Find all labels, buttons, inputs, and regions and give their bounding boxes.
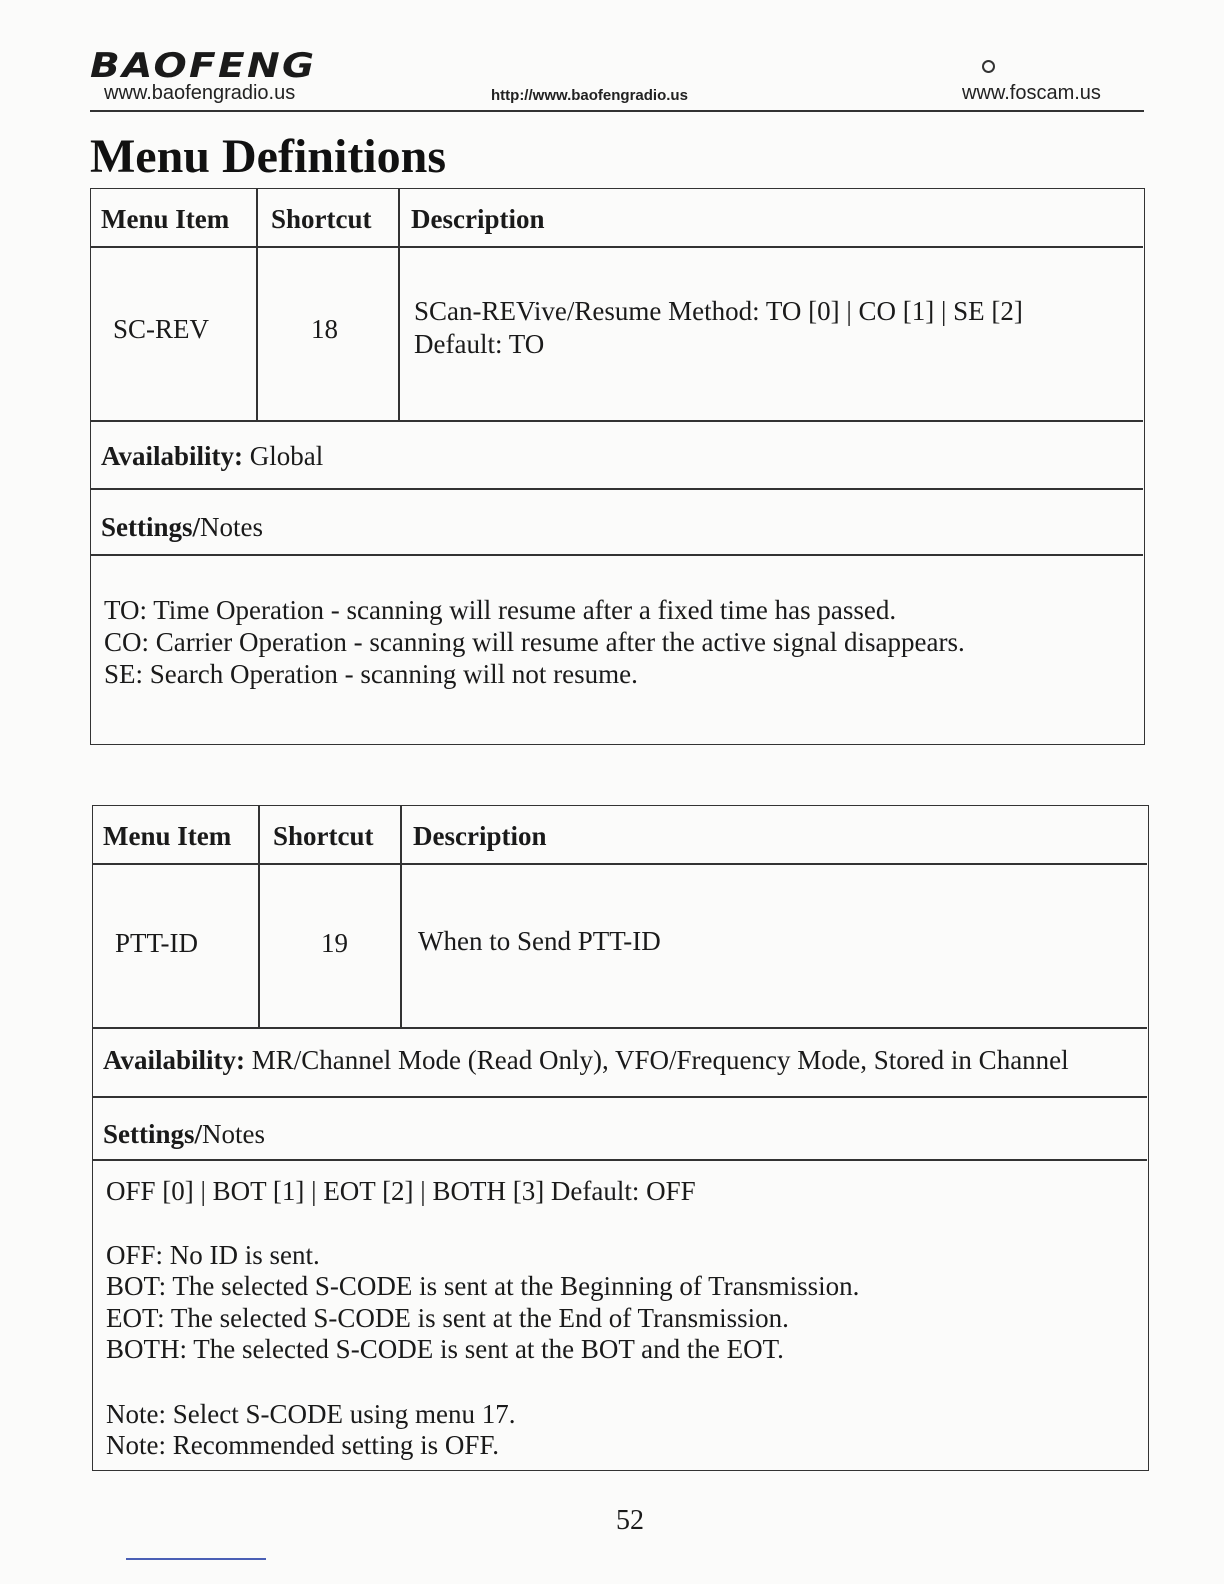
header-shortcut: Shortcut <box>273 821 374 851</box>
availability-label: Availability: <box>103 1045 246 1075</box>
note-line: OFF [0] | BOT [1] | EOT [2] | BOTH [3] Default: OFF <box>106 1176 696 1206</box>
shortcut-value: 18 <box>311 314 338 344</box>
settings-notes-label: Settings/Notes <box>101 512 264 542</box>
header-menu-item: Menu Item <box>103 821 232 851</box>
note-line: SE: Search Operation - scanning will not resume. <box>104 659 638 689</box>
note-line: OFF: No ID is sent. <box>106 1240 320 1270</box>
menu-table-sc-rev <box>90 188 1145 745</box>
menu-table-ptt-id <box>92 805 1149 1471</box>
header-menu-item: Menu Item <box>101 204 230 234</box>
header-right-url[interactable]: www.foscam.us <box>962 82 1101 104</box>
availability-value: MR/Channel Mode (Read Only), VFO/Frequency Mode, Stored in Channel <box>251 1045 1069 1075</box>
description-line: When to Send PTT-ID <box>418 926 661 956</box>
description-line: Default: TO <box>414 329 545 359</box>
note-line: TO: Time Operation - scanning will resume after a fixed time has passed. <box>104 595 897 625</box>
footer-line <box>126 1558 266 1560</box>
header-center-url[interactable]: http://www.baofengradio.us <box>491 87 688 104</box>
availability-row <box>101 440 323 472</box>
header-shortcut: Shortcut <box>271 204 372 234</box>
menu-item-value: SC-REV <box>113 314 210 344</box>
page-title: Menu Definitions <box>90 130 447 183</box>
description-line: SCan-REVive/Resume Method: TO [0] | CO [1] | SE [2] <box>414 296 1023 326</box>
header-description: Description <box>413 821 547 851</box>
shortcut-value: 19 <box>321 928 348 958</box>
page-number: 52 <box>616 1505 644 1536</box>
header-left-url[interactable]: www.baofengradio.us <box>104 82 296 104</box>
menu-item-value: PTT-ID <box>115 928 199 958</box>
availability-value: Global <box>249 441 324 471</box>
settings-notes-label: Settings/Notes <box>103 1119 266 1149</box>
note-line: CO: Carrier Operation - scanning will resume after the active signal disappears. <box>104 627 965 657</box>
availability-row <box>103 1044 1069 1076</box>
header-description: Description <box>411 204 545 234</box>
bullet-dot-icon <box>982 60 995 73</box>
note-line: Note: Select S-CODE using menu 17. <box>106 1399 516 1429</box>
note-line: BOT: The selected S-CODE is sent at the Beginning of Transmission. <box>106 1271 860 1301</box>
brand-logo: BAOFENG <box>90 46 317 86</box>
note-line: BOTH: The selected S-CODE is sent at the BOT and the EOT. <box>106 1334 784 1364</box>
note-line: Note: Recommended setting is OFF. <box>106 1430 500 1460</box>
note-line: EOT: The selected S-CODE is sent at the End of Transmission. <box>106 1303 789 1333</box>
availability-label: Availability: <box>101 441 244 471</box>
header-divider <box>90 110 1144 112</box>
